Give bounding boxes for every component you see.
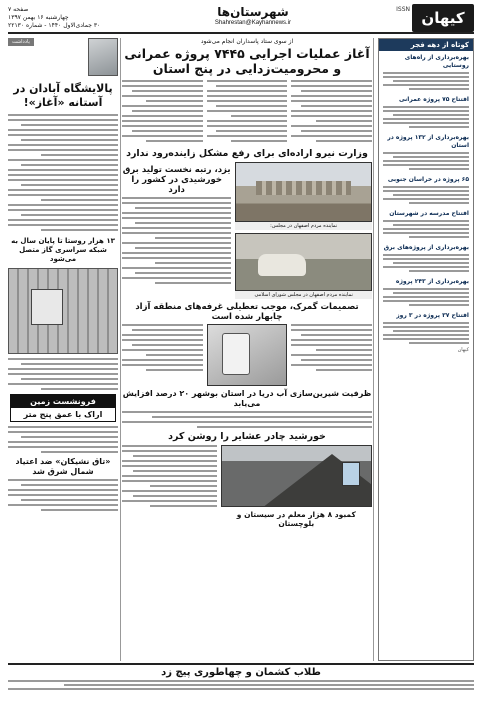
customs-row: [122, 324, 372, 386]
page-number: صفحه ۷: [8, 6, 29, 13]
meter-photo-wrap: [207, 324, 288, 386]
photo-caption: نماینده مردم اصفهان در مجلس:: [235, 222, 372, 230]
news-item-body: [383, 254, 469, 272]
logo-tag: ISSN: [396, 6, 410, 13]
customs-body: [291, 324, 372, 386]
bottom-story-body: [8, 680, 474, 690]
top-story-body-3: [122, 80, 203, 145]
top-story-row: [122, 80, 372, 145]
issue-number: ۳۰ جمادی‌الاول ۱۴۴۰ - شماره ۲۲۱۳۰: [8, 22, 101, 29]
desalination-story-title[interactable]: ظرفیت شیرین‌سازی آب دریا در استان بوشهر ۲۰ درصد افزایش می‌یابد: [122, 389, 372, 408]
photo-column: [235, 162, 372, 299]
subsidence-promo[interactable]: [10, 394, 116, 422]
zayandeh-story-title[interactable]: وزارت نیرو اراده‌ای برای رفع مشکل زاینده‌رود ندارد: [126, 148, 368, 159]
news-item-title: بهره‌برداری از ۲۴۳ پروژه: [395, 278, 469, 285]
solar-story: [122, 162, 231, 299]
news-item-title: ۶۵ پروژه در خراسان جنوبی: [387, 176, 469, 183]
editorial-body: [8, 114, 118, 231]
nomad-body: [122, 445, 217, 530]
addiction-story-title[interactable]: «تاق نشیکان» ضد اعتیاد شمال شرق شد: [15, 457, 111, 476]
news-item[interactable]: [379, 131, 473, 173]
news-item-title: بهره‌برداری از ۱۳۲ پروژه در استان: [387, 134, 469, 149]
editorial-title[interactable]: پالایشگاه آبادان در آستانه «آغاز»!: [13, 82, 113, 109]
column-divider: [373, 38, 374, 661]
tent-photo-wrap: [221, 445, 372, 530]
news-item[interactable]: [379, 93, 473, 131]
gas-meter-photo: [8, 268, 118, 354]
short-news-title: کوتاه از دهه فجر: [379, 39, 473, 51]
livestock-photo: [235, 233, 372, 291]
column-divider: [120, 38, 121, 661]
issue-info: [8, 6, 118, 30]
column-tag: یادداشت: [8, 38, 34, 46]
customs-body-2: [122, 324, 203, 386]
yazd-solar-title[interactable]: یزد، رتبه نخست تولید برق خورشیدی در کشور را دارد: [122, 165, 231, 195]
promo-line-1: فرونشست زمین: [11, 395, 115, 408]
left-column: [8, 38, 118, 661]
teacher-shortage-title[interactable]: کمبود ۸ هزار معلم در سیستان و بلوچستان: [236, 510, 356, 528]
issue-date: چهارشنبه ۱۶ بهمن ۱۳۹۷: [8, 14, 69, 21]
desalination-body: [122, 411, 372, 428]
right-column: [378, 38, 474, 661]
news-item-body: [383, 152, 469, 170]
news-item[interactable]: [379, 51, 473, 93]
main-headline[interactable]: آغاز عملیات اجرایی ۷۴۴۵ پروژه عمرانی و محرومیت‌زدایی در پنج استان: [124, 46, 370, 76]
top-story-body-2: [207, 80, 288, 145]
news-item-body: [383, 322, 469, 344]
subsidence-body: [8, 426, 118, 453]
middle-row: [122, 162, 372, 299]
addiction-story-body: [8, 479, 118, 511]
bottom-story-title[interactable]: طلاب کشمان و چهاطوری پیچ زد: [161, 667, 321, 678]
customs-story-title[interactable]: تصمیمات گمرک، موجب تعطیلی غرفه‌های منطقه آزاد چابهار شده است: [135, 302, 359, 322]
nomad-solar-title[interactable]: خورشید چادر عشایر را روشن کرد: [168, 431, 326, 442]
news-item-body: [383, 186, 469, 204]
news-item[interactable]: [379, 207, 473, 241]
photo-caption: نماینده مردم اصفهان در مجلس شورای اسلامی: [235, 291, 372, 299]
promo-line-2: اراک با عمق پنج متر: [23, 410, 103, 419]
gas-story-title[interactable]: ۱۳ هزار روستا تا پایان سال به شبکه سراسری گاز متصل می‌شود: [11, 237, 115, 263]
section-title: شهرستان‌ها: [217, 5, 289, 19]
bottom-story: [8, 663, 474, 697]
news-item-body: [383, 220, 469, 238]
news-item-body: [383, 288, 469, 306]
headline-kicker: از سوی ستاد پاسداران انجام می‌شود: [200, 38, 294, 45]
news-item-title: افتتاح ۷۵ پروژه عمرانی: [398, 96, 469, 103]
news-item-title: افتتاح مدرسه در شهرستان: [389, 210, 469, 217]
top-story-body: [291, 80, 372, 145]
box-signature: کیهان: [457, 347, 469, 353]
news-item[interactable]: [379, 275, 473, 309]
kayhan-logo[interactable]: کیهان: [412, 4, 474, 32]
news-item-title: بهره‌برداری از راه‌های روستایی: [404, 54, 469, 69]
section-email[interactable]: Shahrestan@Kayhannews.ir: [214, 20, 292, 26]
main-area: [122, 38, 372, 661]
news-item[interactable]: [379, 309, 473, 347]
nomad-tent-photo: [221, 445, 372, 507]
news-item-title: بهره‌برداری از پروژه‌های برق: [383, 244, 469, 251]
news-item-body: [383, 106, 469, 128]
city-bridge-photo: [235, 162, 372, 222]
masthead: [8, 4, 474, 34]
news-item-title: افتتاح ۳۷ پروژه در ۳ روز: [396, 312, 469, 319]
nomad-row: [122, 445, 372, 530]
news-item[interactable]: [379, 173, 473, 207]
water-meter-photo: [207, 324, 288, 386]
news-item[interactable]: [379, 241, 473, 275]
short-news-box: [378, 38, 474, 661]
news-item-body: [383, 72, 469, 90]
author-photo: [88, 38, 118, 76]
gas-story-body: [8, 358, 118, 390]
